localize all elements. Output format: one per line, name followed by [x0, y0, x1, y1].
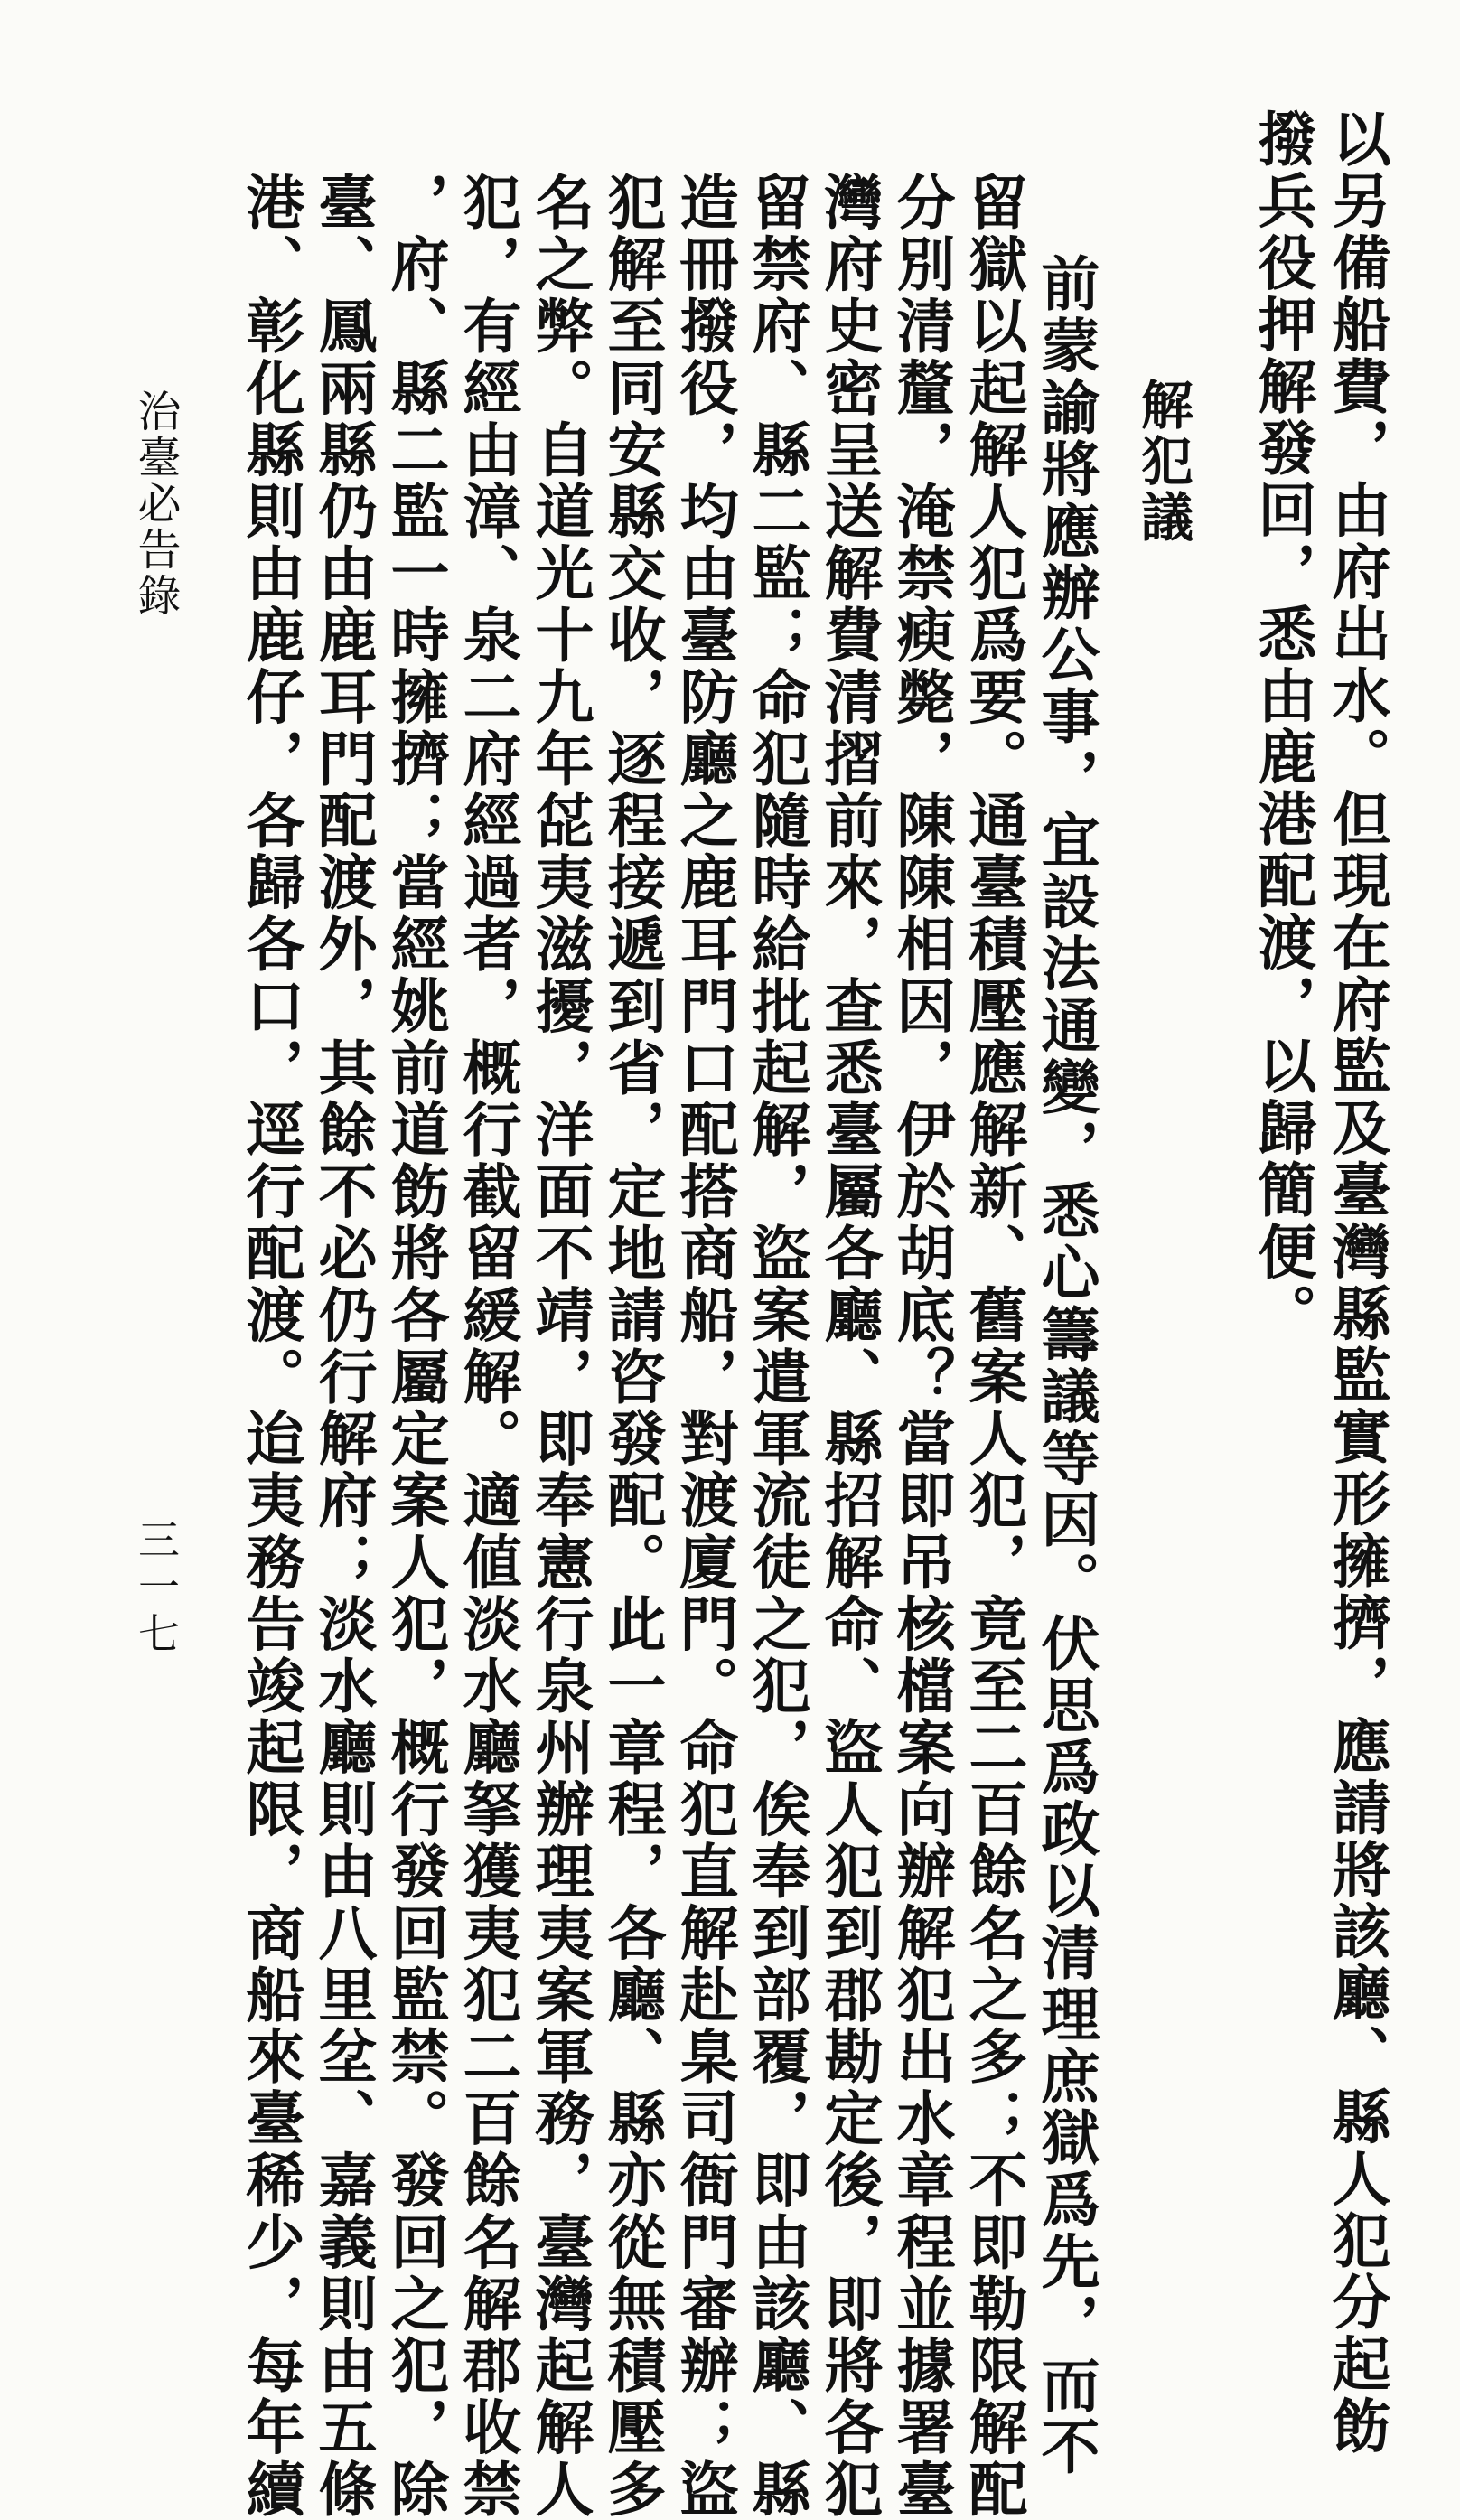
text-column-6: 灣府史密呈送解費清摺前來，查悉臺屬各廳、縣招解命、盜人犯到郡勘定後，即將各犯 — [814, 172, 883, 2520]
text-column-8: 造冊撥役，均由臺防廳之鹿耳門口配搭商船，對渡廈門。命犯直解赴臬司衙門審辦；盜 — [669, 172, 738, 2520]
text-column-13: 臺、鳳兩縣仍由鹿耳門配渡外，其餘不必仍行解府；淡水廳則由八里坌、嘉義則由五條 — [308, 172, 377, 2520]
text-column-10: 名之弊。自道光十九年㖚夷滋擾，洋面不靖，即奉憲行泉州辦理夷案軍務，臺灣起解人 — [525, 172, 594, 2520]
text-column-2: 撥兵役押解發回，悉由鹿港配渡，以歸簡便。 — [1248, 108, 1316, 1344]
text-column-14: 港、彰化縣則由鹿仔，各歸各口，逕行配渡。迨夷務告竣起限，商船來臺稀少，每年續 — [236, 172, 304, 2520]
book-title: 治臺必告錄 — [130, 389, 181, 619]
text-column-5: 分別清釐，淹禁瘐斃，陳陳相因，伊於胡底？當即吊核檔案向辦解犯出水章程並據署臺 — [886, 172, 955, 2520]
page-number: 三一七 — [132, 1518, 181, 1659]
text-column-9: 犯解至同安縣交收，逐程接遞到省，定地請咨發配。此一章程，各廳、縣亦從無積壓多 — [597, 172, 666, 2520]
text-column-1: 以另備船費，由府出水。但現在府監及臺灣縣監實形擁擠，應請將該廳、縣人犯分起飭 — [1322, 108, 1390, 2458]
text-column-4: 留獄以起解人犯爲要。通臺積壓應解新、舊案人犯，竟至二百餘名之多；不即勒限解配 — [959, 172, 1027, 2520]
section-title: 解犯議 — [1132, 378, 1193, 546]
text-column-12: ，府、縣二監一時擁擠；當經姚前道飭將各屬定案人犯，概行發回監禁。發回之犯，除 — [380, 172, 449, 2520]
text-column-7: 留禁府、縣二監；命犯隨時給批起解，盜案遣軍流徒之犯，俟奉到部覆，即由該廳、縣 — [742, 172, 810, 2520]
text-column-3: 前蒙諭將應辦公事，宜設法通變，悉心籌議等因。伏思爲政以清理庶獄爲先，而不 — [1031, 253, 1100, 2478]
text-column-11: 犯，有經由漳、泉二府經過者，概行截留緩解。適値淡水廳拏獲夷犯二百餘名解郡收禁 — [453, 172, 521, 2520]
